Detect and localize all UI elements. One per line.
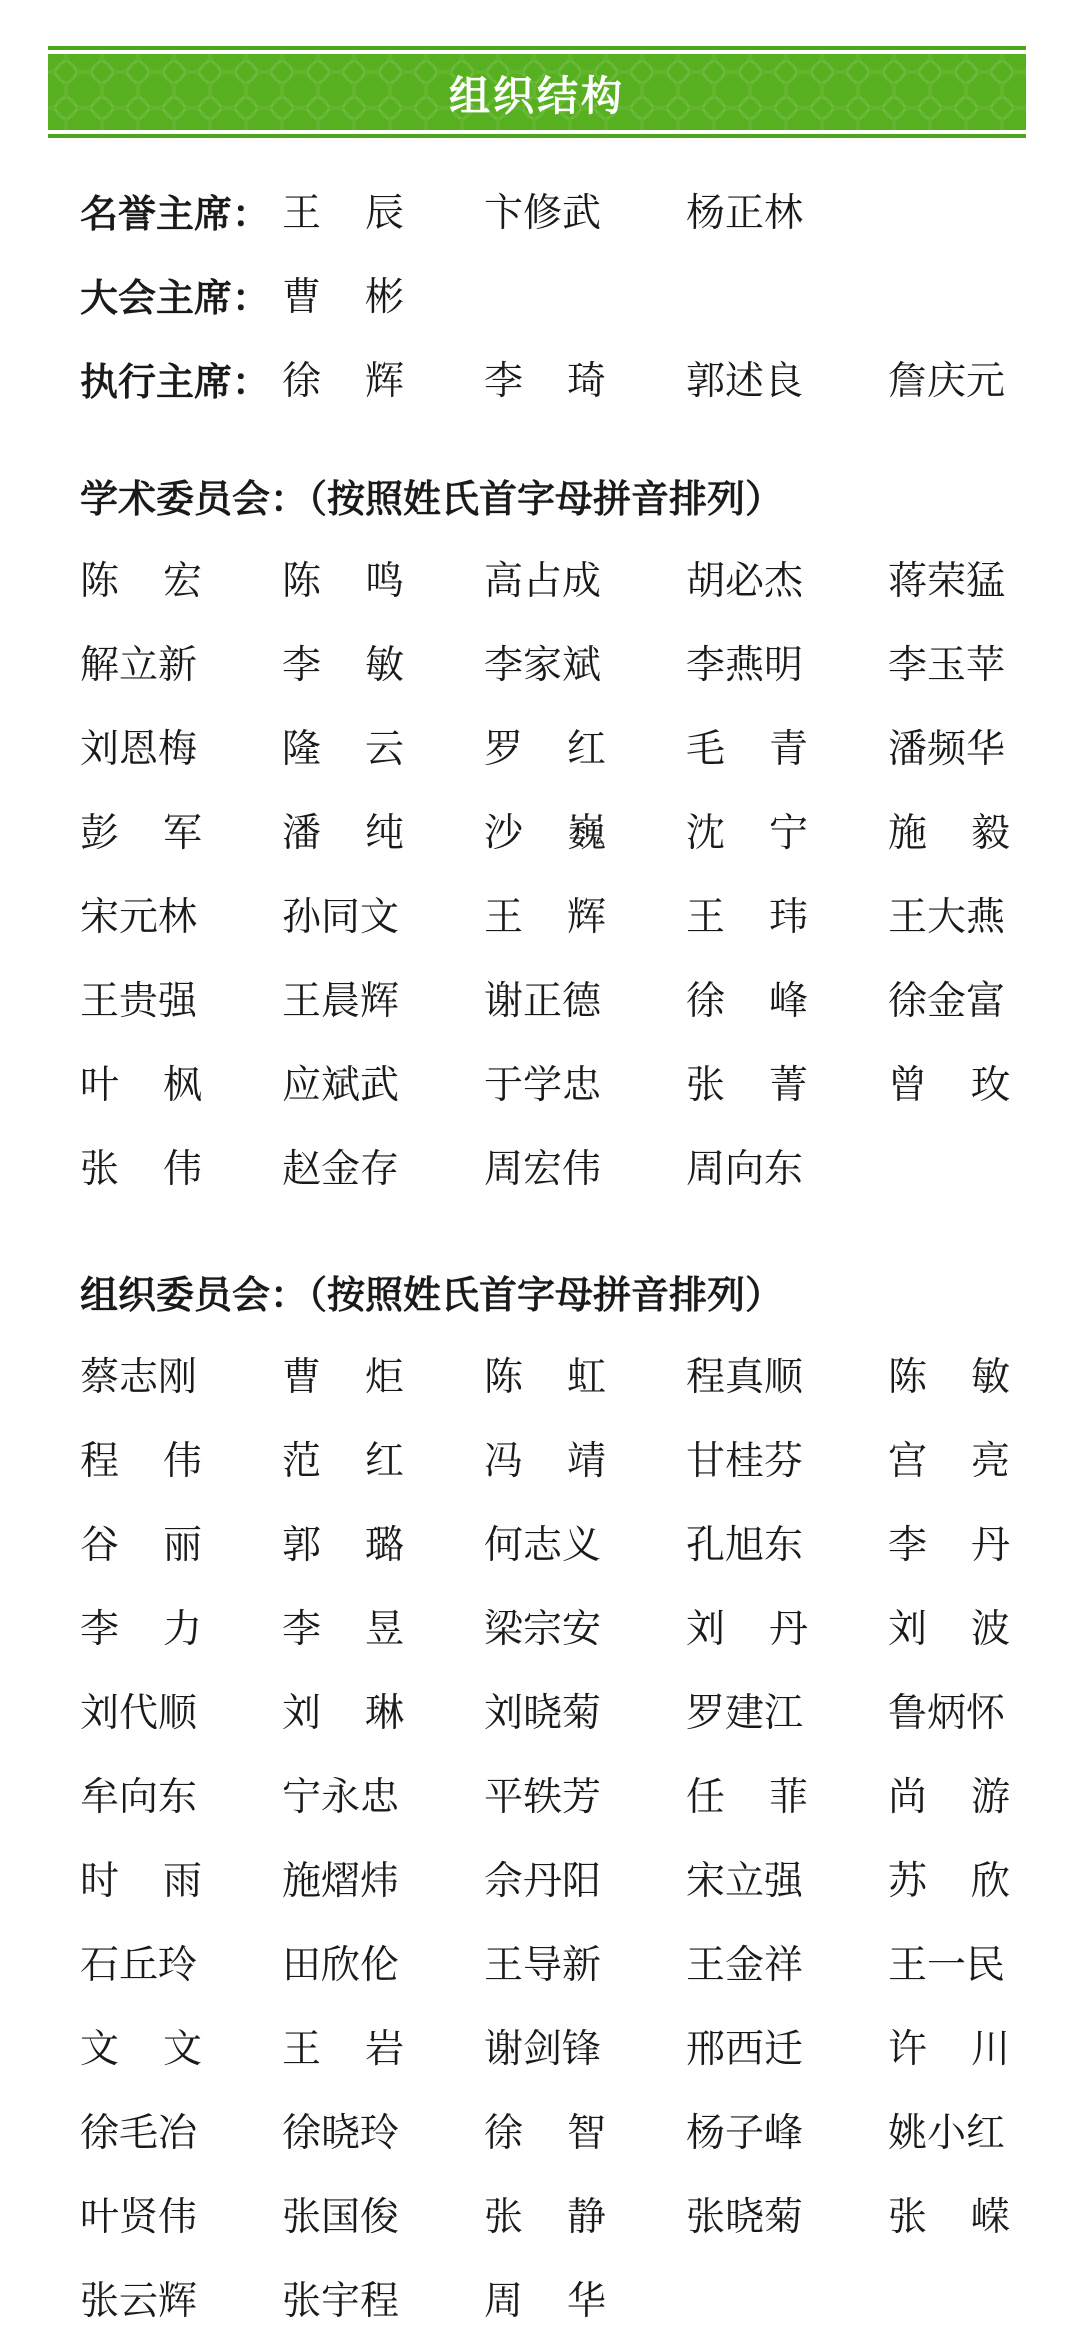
- member-name: 王晨辉: [282, 979, 400, 1024]
- member-name-text: 周 华: [484, 2279, 606, 2324]
- member-name: [484, 2102, 686, 2158]
- chair-row: [80, 336, 1080, 420]
- member-name-text: 苏 欣: [888, 1859, 1010, 1904]
- member-name: 高占成: [484, 559, 602, 604]
- member-name: [888, 1346, 1080, 1402]
- member-name-text: 王 玮: [686, 895, 808, 940]
- chair-label: 执行主席：: [80, 359, 271, 404]
- member-name: [282, 1346, 484, 1402]
- member-name: [282, 2018, 484, 2074]
- member-name: 叶贤伟: [80, 2195, 198, 2240]
- member-name: 田欣伦: [282, 1943, 400, 1988]
- member-name-text: 沙 巍: [484, 811, 606, 856]
- academic-committee-list: [80, 536, 1080, 1208]
- member-name: [686, 1054, 888, 1110]
- member-name: [686, 886, 888, 942]
- member-name: 詹庆元: [888, 359, 1006, 404]
- member-name: [484, 2186, 686, 2242]
- member-name: 王贵强: [80, 979, 198, 1024]
- member-name: 杨正林: [686, 191, 804, 236]
- banner-background: [48, 54, 1026, 130]
- member-name: 张云辉: [80, 2279, 198, 2324]
- member-name: 解立新: [80, 643, 198, 688]
- member-name: [888, 1054, 1080, 1110]
- member-name: 王导新: [484, 1943, 602, 1988]
- chair-row: [80, 168, 1080, 252]
- member-name: 何志义: [484, 1523, 602, 1568]
- chair-names: [282, 182, 888, 238]
- member-name: 刘恩梅: [80, 727, 198, 772]
- member-name: [80, 550, 282, 606]
- member-name-text: 许 川: [888, 2027, 1010, 2072]
- chairs-section: [80, 168, 1080, 420]
- member-name-text: 陈 虹: [484, 1355, 606, 1400]
- member-name-text: 施 毅: [888, 811, 1010, 856]
- member-name-text: 文 文: [80, 2027, 202, 2072]
- member-name: 孙同文: [282, 895, 400, 940]
- member-name-text: 彭 军: [80, 811, 202, 856]
- member-name: 石丘玲: [80, 1943, 198, 1988]
- member-name: [80, 1054, 282, 1110]
- chair-names: [282, 350, 1080, 406]
- member-name-text: 李 力: [80, 1607, 202, 1652]
- member-name-text: 罗 红: [484, 727, 606, 772]
- member-name: [686, 1598, 888, 1654]
- member-name: [888, 2186, 1080, 2242]
- member-name: [282, 1514, 484, 1570]
- member-name: 宋元林: [80, 895, 198, 940]
- member-name-text: 曹 炬: [282, 1355, 404, 1400]
- organizing-committee-heading: 组织委员会：（按照姓氏首字母拼音排列）: [80, 1273, 784, 1317]
- member-name: 刘代顺: [80, 1691, 198, 1736]
- chair-label: 大会主席：: [80, 275, 271, 320]
- member-name: [484, 1346, 686, 1402]
- member-name: [686, 718, 888, 774]
- member-name-text: 程 伟: [80, 1439, 202, 1484]
- member-name-text: 叶 枫: [80, 1063, 202, 1108]
- member-name-text: 张 嵘: [888, 2195, 1010, 2240]
- member-name: [484, 718, 686, 774]
- member-name: 于学忠: [484, 1063, 602, 1108]
- member-name-text: 隆 云: [282, 727, 404, 772]
- member-name: 李家斌: [484, 643, 602, 688]
- page-title: 组织结构: [449, 71, 625, 120]
- member-name: 王金祥: [686, 1943, 804, 1988]
- member-name: [888, 802, 1080, 858]
- member-name: 梁宗安: [484, 1607, 602, 1652]
- member-name-text: 李 敏: [282, 643, 404, 688]
- member-name-text: 张 菁: [686, 1063, 808, 1108]
- member-name: 蒋荣猛: [888, 559, 1006, 604]
- member-name: 鲁炳怀: [888, 1691, 1006, 1736]
- header-banner: [48, 46, 1026, 138]
- member-name: 杨子峰: [686, 2111, 804, 2156]
- member-name: [484, 2270, 686, 2326]
- member-name: [888, 1598, 1080, 1654]
- chair-row: [80, 252, 1080, 336]
- member-name: [282, 350, 484, 406]
- member-name-text: 李 丹: [888, 1523, 1010, 1568]
- member-name-text: 沈 宁: [686, 811, 808, 856]
- member-name: [80, 1598, 282, 1654]
- member-name: 平轶芳: [484, 1775, 602, 1820]
- member-name: [80, 802, 282, 858]
- member-name-text: 张 伟: [80, 1147, 202, 1192]
- member-name: [282, 1682, 484, 1738]
- member-name-text: 李 昱: [282, 1607, 404, 1652]
- member-name: [282, 182, 484, 238]
- member-name-text: 王 辰: [282, 191, 404, 236]
- member-name: 张宇程: [282, 2279, 400, 2324]
- member-name: [888, 2018, 1080, 2074]
- member-name: [686, 802, 888, 858]
- member-name: 王一民: [888, 1943, 1006, 1988]
- member-name: [888, 1850, 1080, 1906]
- member-name: [484, 886, 686, 942]
- member-name: [484, 350, 686, 406]
- member-name: [80, 1430, 282, 1486]
- organizing-committee-list: [80, 1332, 1080, 2340]
- member-name-text: 谷 丽: [80, 1523, 202, 1568]
- member-name: 周向东: [686, 1147, 804, 1192]
- member-name-text: 王 岩: [282, 2027, 404, 2072]
- member-name-text: 刘 琳: [282, 1691, 404, 1736]
- member-name: [80, 1850, 282, 1906]
- chair-names: [282, 266, 484, 322]
- member-name-text: 时 雨: [80, 1859, 202, 1904]
- member-name: 应斌武: [282, 1063, 400, 1108]
- member-name-text: 张 静: [484, 2195, 606, 2240]
- member-name-text: 潘 纯: [282, 811, 404, 856]
- member-name: 宁永忠: [282, 1775, 400, 1820]
- member-name: [282, 266, 484, 322]
- member-name: [888, 1430, 1080, 1486]
- member-name: [282, 802, 484, 858]
- member-name: 蔡志刚: [80, 1355, 198, 1400]
- member-name: [282, 718, 484, 774]
- member-name: 周宏伟: [484, 1147, 602, 1192]
- member-name: [282, 1598, 484, 1654]
- member-name: [484, 802, 686, 858]
- member-name: 潘频华: [888, 727, 1006, 772]
- member-name-text: 范 红: [282, 1439, 404, 1484]
- member-name: 程真顺: [686, 1355, 804, 1400]
- member-name: 赵金存: [282, 1147, 400, 1192]
- member-name: [484, 1430, 686, 1486]
- member-name-text: 李 琦: [484, 359, 606, 404]
- member-name: 谢剑锋: [484, 2027, 602, 2072]
- member-name-text: 刘 丹: [686, 1607, 808, 1652]
- member-name-text: 宫 亮: [888, 1439, 1010, 1484]
- member-name: 卞修武: [484, 191, 602, 236]
- member-name-text: 曹 彬: [282, 275, 404, 320]
- chair-label: 名誉主席：: [80, 191, 271, 236]
- member-name: [888, 1514, 1080, 1570]
- member-name: 王大燕: [888, 895, 1006, 940]
- member-name: 施熠炜: [282, 1859, 400, 1904]
- member-name-text: 陈 敏: [888, 1355, 1010, 1400]
- member-name-text: 王 辉: [484, 895, 606, 940]
- academic-committee-heading: 学术委员会：（按照姓氏首字母拼音排列）: [80, 477, 784, 521]
- member-name-text: 尚 游: [888, 1775, 1010, 1820]
- member-name: 胡必杰: [686, 559, 804, 604]
- member-name: [888, 1766, 1080, 1822]
- member-name-text: 徐 峰: [686, 979, 808, 1024]
- member-name-text: 陈 鸣: [282, 559, 404, 604]
- member-name-text: 任 菲: [686, 1775, 808, 1820]
- member-name: [282, 1430, 484, 1486]
- member-name: [686, 1766, 888, 1822]
- member-name: [282, 550, 484, 606]
- member-name: 佘丹阳: [484, 1859, 602, 1904]
- member-name: 谢正德: [484, 979, 602, 1024]
- member-name: 姚小红: [888, 2111, 1006, 2156]
- member-name: 张国俊: [282, 2195, 400, 2240]
- member-name: 徐毛冶: [80, 2111, 198, 2156]
- member-name: 罗建江: [686, 1691, 804, 1736]
- member-name: 刘晓菊: [484, 1691, 602, 1736]
- member-name: 李玉苹: [888, 643, 1006, 688]
- member-name-text: 郭 璐: [282, 1523, 404, 1568]
- member-name: 邢西迁: [686, 2027, 804, 2072]
- member-name-text: 刘 波: [888, 1607, 1010, 1652]
- member-name: [80, 2018, 282, 2074]
- member-name: 李燕明: [686, 643, 804, 688]
- member-name: 宋立强: [686, 1859, 804, 1904]
- member-name-text: 徐 智: [484, 2111, 606, 2156]
- member-name-text: 陈 宏: [80, 559, 202, 604]
- member-name: 牟向东: [80, 1775, 198, 1820]
- member-name-text: 冯 靖: [484, 1439, 606, 1484]
- member-name: 郭述良: [686, 359, 804, 404]
- member-name: 张晓菊: [686, 2195, 804, 2240]
- member-name: 徐金富: [888, 979, 1006, 1024]
- member-name-text: 曾 玫: [888, 1063, 1010, 1108]
- member-name: 孔旭东: [686, 1523, 804, 1568]
- member-name: [686, 970, 888, 1026]
- member-name: [282, 634, 484, 690]
- member-name: 甘桂芬: [686, 1439, 804, 1484]
- member-name-text: 徐 辉: [282, 359, 404, 404]
- member-name: [80, 1138, 282, 1194]
- member-name-text: 毛 青: [686, 727, 808, 772]
- member-name: [80, 1514, 282, 1570]
- member-name: 徐晓玲: [282, 2111, 400, 2156]
